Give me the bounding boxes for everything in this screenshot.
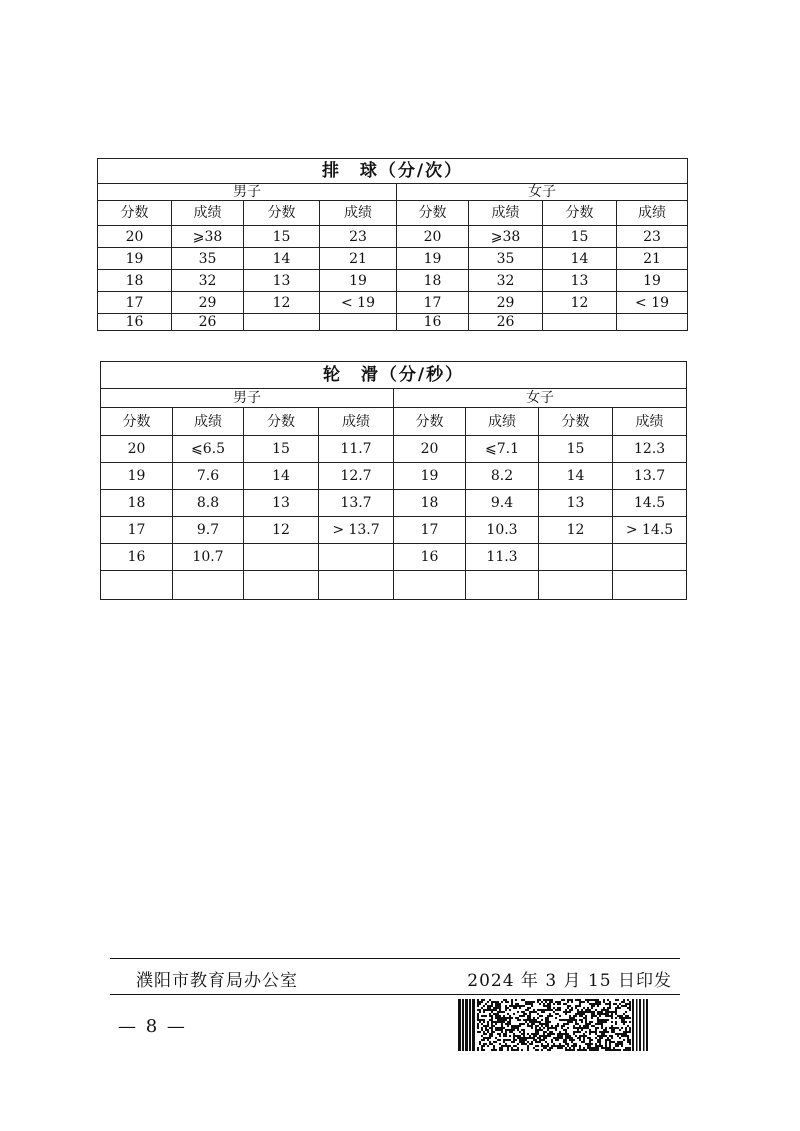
result-cell: 19 <box>320 270 397 292</box>
score-cell: 13 <box>244 270 320 292</box>
result-cell <box>617 314 688 331</box>
column-header-score: 分数 <box>98 201 172 226</box>
result-cell: > 14.5 <box>613 517 687 544</box>
score-cell: 19 <box>394 463 466 490</box>
issuer-name: 濮阳市教育局办公室 <box>136 971 298 991</box>
score-cell <box>543 314 617 331</box>
score-cell: 13 <box>543 270 617 292</box>
score-cell: 16 <box>397 314 469 331</box>
score-cell: 19 <box>397 248 469 270</box>
score-cell: 18 <box>394 490 466 517</box>
column-header-result: 成绩 <box>613 408 687 436</box>
score-cell: 12 <box>244 292 320 314</box>
result-cell: 13.7 <box>613 463 687 490</box>
score-cell <box>244 314 320 331</box>
score-cell: 16 <box>394 544 466 571</box>
result-cell: 32 <box>469 270 543 292</box>
score-cell: 17 <box>397 292 469 314</box>
column-header-score: 分数 <box>244 408 319 436</box>
score-cell: 20 <box>394 436 466 463</box>
result-cell: 8.2 <box>466 463 539 490</box>
table-row <box>101 436 687 463</box>
table-row <box>98 226 688 248</box>
column-header-score: 分数 <box>539 408 613 436</box>
result-cell: < 19 <box>320 292 397 314</box>
score-cell: 14 <box>539 463 613 490</box>
skating-header-row <box>101 408 687 436</box>
skating-group-male: 男子 <box>101 389 394 408</box>
table-row <box>101 544 687 571</box>
result-cell: 35 <box>172 248 244 270</box>
score-cell: 13 <box>244 490 319 517</box>
volleyball-table-title: 排 球（分/次） <box>98 159 688 184</box>
score-cell: 20 <box>98 226 172 248</box>
score-cell: 15 <box>543 226 617 248</box>
result-cell: 23 <box>320 226 397 248</box>
result-cell: 26 <box>469 314 543 331</box>
result-cell: 9.4 <box>466 490 539 517</box>
score-cell: 19 <box>101 463 173 490</box>
score-cell: 18 <box>101 490 173 517</box>
score-cell: 14 <box>244 463 319 490</box>
score-cell <box>539 544 613 571</box>
column-header-score: 分数 <box>394 408 466 436</box>
result-cell <box>319 571 394 600</box>
result-cell: 11.7 <box>319 436 394 463</box>
volleyball-header-row <box>98 201 688 226</box>
column-header-result: 成绩 <box>173 408 244 436</box>
score-cell: 18 <box>397 270 469 292</box>
score-cell: 12 <box>539 517 613 544</box>
score-cell: 17 <box>101 517 173 544</box>
result-cell <box>466 571 539 600</box>
column-header-result: 成绩 <box>172 201 244 226</box>
score-cell: 20 <box>397 226 469 248</box>
result-cell: 8.8 <box>173 490 244 517</box>
score-cell <box>244 571 319 600</box>
score-cell <box>244 544 319 571</box>
result-cell <box>613 544 687 571</box>
score-cell: 18 <box>98 270 172 292</box>
result-cell: 29 <box>469 292 543 314</box>
result-cell <box>613 571 687 600</box>
score-cell: 15 <box>244 226 320 248</box>
result-cell: 11.3 <box>466 544 539 571</box>
score-cell: 20 <box>101 436 173 463</box>
table-row <box>98 314 688 331</box>
score-cell: 17 <box>98 292 172 314</box>
column-header-result: 成绩 <box>469 201 543 226</box>
column-header-score: 分数 <box>244 201 320 226</box>
result-cell: ⩾38 <box>469 226 543 248</box>
score-cell: 16 <box>98 314 172 331</box>
result-cell: ⩽6.5 <box>173 436 244 463</box>
table-row <box>98 248 688 270</box>
table-row <box>101 463 687 490</box>
volleyball-group-female: 女子 <box>397 184 688 201</box>
result-cell: 23 <box>617 226 688 248</box>
table-row <box>98 270 688 292</box>
issue-date: 2024 年 3 月 15 日印发 <box>467 971 672 991</box>
result-cell: 35 <box>469 248 543 270</box>
score-cell <box>101 571 173 600</box>
result-cell <box>173 571 244 600</box>
column-header-score: 分数 <box>543 201 617 226</box>
column-header-result: 成绩 <box>617 201 688 226</box>
table-row <box>101 490 687 517</box>
column-header-score: 分数 <box>101 408 173 436</box>
result-cell: 29 <box>172 292 244 314</box>
result-cell: < 19 <box>617 292 688 314</box>
score-cell: 15 <box>539 436 613 463</box>
result-cell: 19 <box>617 270 688 292</box>
result-cell <box>319 544 394 571</box>
result-cell: 7.6 <box>173 463 244 490</box>
score-cell: 13 <box>539 490 613 517</box>
result-cell: 21 <box>617 248 688 270</box>
result-cell: 9.7 <box>173 517 244 544</box>
score-cell: 12 <box>543 292 617 314</box>
result-cell: 21 <box>320 248 397 270</box>
result-cell: 32 <box>172 270 244 292</box>
page-number: — 8 — <box>118 1016 187 1037</box>
table-row <box>101 571 687 600</box>
footer-top-rule <box>110 958 680 959</box>
column-header-score: 分数 <box>397 201 469 226</box>
column-header-result: 成绩 <box>466 408 539 436</box>
roller-skating-score-table <box>100 361 687 600</box>
result-cell: 13.7 <box>319 490 394 517</box>
table-row <box>98 292 688 314</box>
score-cell: 14 <box>244 248 320 270</box>
score-cell: 15 <box>244 436 319 463</box>
result-cell: 12.3 <box>613 436 687 463</box>
footer-bottom-rule <box>110 994 680 995</box>
result-cell: ⩽7.1 <box>466 436 539 463</box>
barcode-image <box>458 999 648 1051</box>
score-cell: 14 <box>543 248 617 270</box>
column-header-result: 成绩 <box>319 408 394 436</box>
result-cell: 10.7 <box>173 544 244 571</box>
result-cell: 10.3 <box>466 517 539 544</box>
result-cell: 12.7 <box>319 463 394 490</box>
skating-table-title: 轮 滑（分/秒） <box>101 362 687 389</box>
result-cell: > 13.7 <box>319 517 394 544</box>
score-cell: 19 <box>98 248 172 270</box>
column-header-result: 成绩 <box>320 201 397 226</box>
score-cell: 16 <box>101 544 173 571</box>
volleyball-score-table <box>97 158 688 331</box>
result-cell: 14.5 <box>613 490 687 517</box>
result-cell: ⩾38 <box>172 226 244 248</box>
result-cell <box>320 314 397 331</box>
score-cell <box>394 571 466 600</box>
result-cell: 26 <box>172 314 244 331</box>
volleyball-group-male: 男子 <box>98 184 397 201</box>
score-cell: 17 <box>394 517 466 544</box>
table-row <box>101 517 687 544</box>
score-cell <box>539 571 613 600</box>
score-cell: 12 <box>244 517 319 544</box>
skating-group-female: 女子 <box>394 389 687 408</box>
